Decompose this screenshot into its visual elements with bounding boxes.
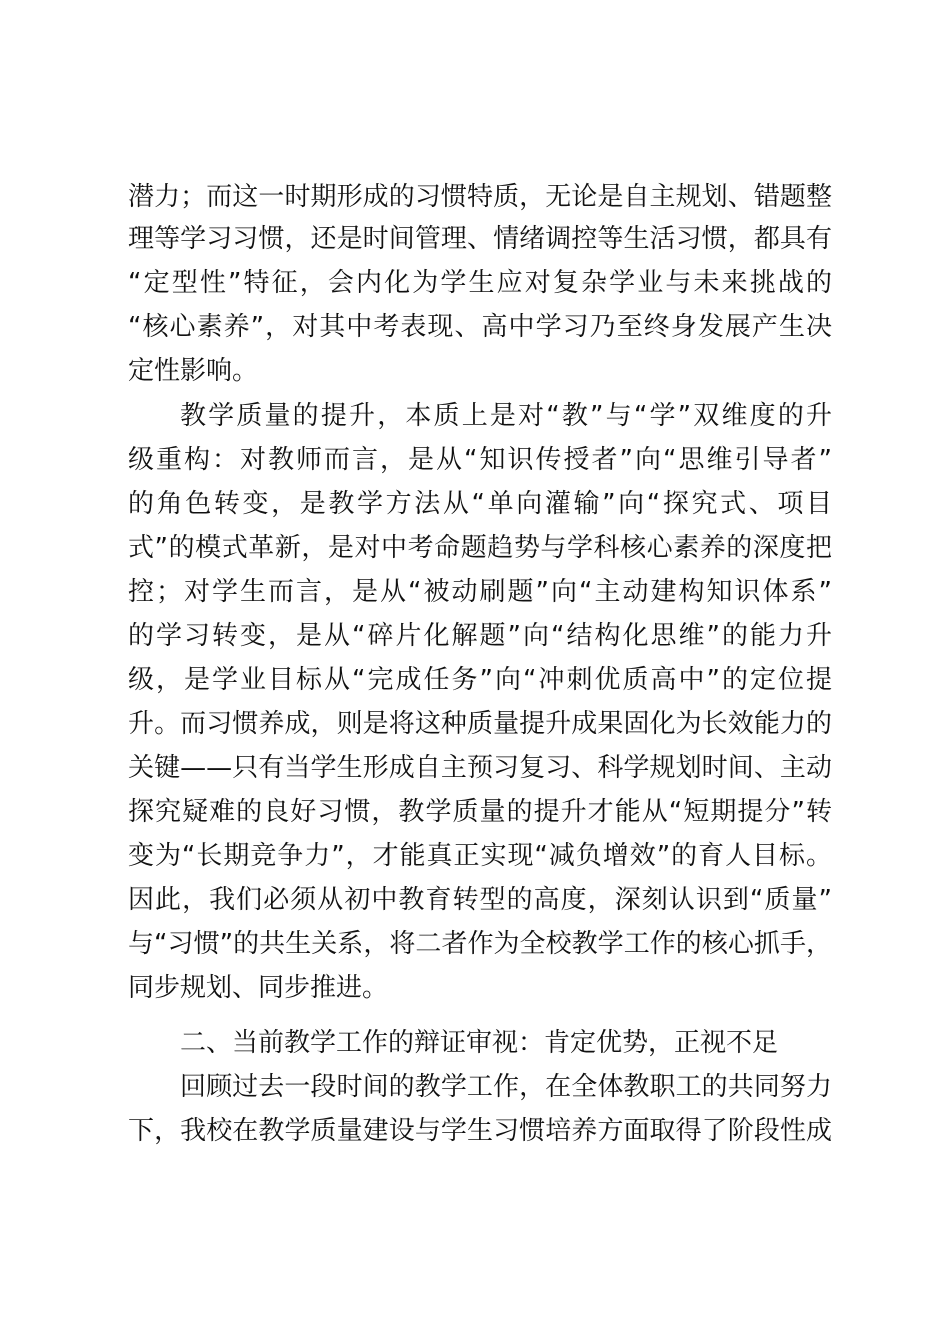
paragraph-line: 理等学习习惯，还是时间管理、情绪调控等生活习惯，都具有	[128, 224, 832, 254]
paragraph-line: 关键——只有当学生形成自主预习复习、科学规划时间、主动	[128, 753, 832, 783]
paragraph-line: 潜力；而这一时期形成的习惯特质，无论是自主规划、错题整	[128, 182, 832, 212]
paragraph-line: 级重构：对教师而言，是从“知识传授者”向“思维引导者”	[128, 445, 832, 475]
paragraph-line: 与“习惯”的共生关系，将二者作为全校教学工作的核心抓手，	[128, 929, 832, 959]
paragraph-line: 式”的模式革新，是对中考命题趋势与学科核心素养的深度把	[128, 533, 832, 563]
paragraph-line: 变为“长期竞争力”，才能真正实现“减负增效”的育人目标。	[128, 841, 832, 871]
paragraph-line: 因此，我们必须从初中教育转型的高度，深刻认识到“质量”	[128, 885, 832, 915]
paragraph-line: 教学质量的提升，本质上是对“教”与“学”双维度的升	[180, 401, 832, 431]
paragraph-line: 的学习转变，是从“碎片化解题”向“结构化思维”的能力升	[128, 621, 832, 651]
paragraph-line: 升。而习惯养成，则是将这种质量提升成果固化为长效能力的	[128, 709, 832, 739]
paragraph-line: 同步规划、同步推进。	[128, 973, 389, 1003]
paragraph-line: “定型性”特征，会内化为学生应对复杂学业与未来挑战的	[128, 268, 832, 298]
paragraph-line: 的角色转变，是教学方法从“单向灌输”向“探究式、项目	[128, 489, 832, 519]
paragraph-line: 下，我校在教学质量建设与学生习惯培养方面取得了阶段性成	[128, 1116, 832, 1146]
paragraph-line: 定性影响。	[128, 356, 259, 386]
paragraph-line: 探究疑难的良好习惯，教学质量的提升才能从“短期提分”转	[128, 797, 832, 827]
paragraph-line: 回顾过去一段时间的教学工作，在全体教职工的共同努力	[180, 1072, 832, 1102]
paragraph-line: 控；对学生而言，是从“被动刷题”向“主动建构知识体系”	[128, 577, 832, 607]
paragraph-line: “核心素养”，对其中考表现、高中学习乃至终身发展产生决	[128, 312, 832, 342]
paragraph-line: 级，是学业目标从“完成任务”向“冲刺优质高中”的定位提	[128, 665, 832, 695]
section-heading: 二、当前教学工作的辩证审视：肯定优势，正视不足	[180, 1028, 779, 1058]
